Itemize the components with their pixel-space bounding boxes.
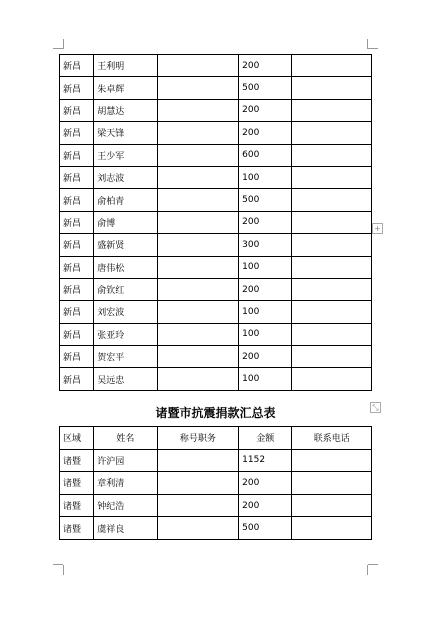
- table-cell[interactable]: [292, 517, 372, 540]
- resize-handle-icon[interactable]: ⤡: [370, 402, 381, 413]
- table-cell[interactable]: [292, 166, 372, 188]
- table-cell[interactable]: [157, 323, 239, 345]
- column-header[interactable]: 金额: [239, 427, 292, 450]
- table-cell[interactable]: [292, 346, 372, 368]
- table-cell[interactable]: 200: [239, 122, 292, 144]
- table-cell[interactable]: [292, 494, 372, 517]
- donation-table-zhuji: [59, 426, 372, 540]
- table-cell[interactable]: [157, 166, 239, 188]
- table-cell[interactable]: [157, 301, 239, 323]
- table-cell[interactable]: 俞博: [94, 211, 157, 233]
- table-cell[interactable]: 诸暨: [60, 472, 94, 495]
- table-cell[interactable]: 胡慧达: [94, 99, 157, 121]
- table-cell[interactable]: 100: [239, 323, 292, 345]
- table-row: [60, 256, 372, 278]
- crop-mark-top-left: [53, 48, 63, 49]
- table-cell[interactable]: [292, 234, 372, 256]
- table-cell[interactable]: 吴远忠: [94, 368, 157, 390]
- column-header[interactable]: 姓名: [94, 427, 157, 450]
- table-cell[interactable]: 100: [239, 166, 292, 188]
- table-row: [60, 517, 372, 540]
- table-cell[interactable]: 许沪园: [94, 449, 157, 472]
- table-cell[interactable]: 100: [239, 301, 292, 323]
- table-cell[interactable]: 新昌: [60, 256, 94, 278]
- table-cell[interactable]: 500: [239, 77, 292, 99]
- table-cell[interactable]: [157, 472, 239, 495]
- table-cell[interactable]: 梁天锋: [94, 122, 157, 144]
- table-cell[interactable]: 王利明: [94, 55, 157, 77]
- table-row: [60, 122, 372, 144]
- table-cell[interactable]: 张亚玲: [94, 323, 157, 345]
- table-cell[interactable]: 200: [239, 472, 292, 495]
- table-cell[interactable]: [157, 211, 239, 233]
- table-cell[interactable]: [292, 323, 372, 345]
- table-row: [60, 234, 372, 256]
- table-row: [60, 77, 372, 99]
- table-cell[interactable]: 500: [239, 189, 292, 211]
- crop-mark-top-right: [368, 48, 378, 49]
- table-cell[interactable]: 600: [239, 144, 292, 166]
- table-cell[interactable]: 诸暨: [60, 494, 94, 517]
- header-row: [60, 427, 372, 450]
- table-cell[interactable]: [292, 449, 372, 472]
- table-cell[interactable]: 新昌: [60, 189, 94, 211]
- table-cell[interactable]: 200: [239, 346, 292, 368]
- plus-icon[interactable]: +: [372, 223, 383, 234]
- table-row: [60, 323, 372, 345]
- table-cell[interactable]: [157, 234, 239, 256]
- table-row: [60, 211, 372, 233]
- table-row: [60, 472, 372, 495]
- table-cell[interactable]: [157, 55, 239, 77]
- table-cell[interactable]: 新昌: [60, 368, 94, 390]
- table-cell[interactable]: 200: [239, 99, 292, 121]
- table-row: [60, 189, 372, 211]
- table-row: [60, 278, 372, 300]
- summary-title: 诸暨市抗震捐款汇总表: [155, 406, 276, 420]
- table-row: [60, 166, 372, 188]
- table-cell[interactable]: 朱卓辉: [94, 77, 157, 99]
- column-header[interactable]: 称号职务: [157, 427, 239, 450]
- table-cell[interactable]: 唐伟松: [94, 256, 157, 278]
- table-cell[interactable]: 俞钦红: [94, 278, 157, 300]
- table-cell[interactable]: 刘宏波: [94, 301, 157, 323]
- table-cell[interactable]: 贺宏平: [94, 346, 157, 368]
- table-cell[interactable]: [292, 144, 372, 166]
- table-cell[interactable]: 新昌: [60, 77, 94, 99]
- table-cell[interactable]: [157, 189, 239, 211]
- table-cell[interactable]: [292, 278, 372, 300]
- table-cell[interactable]: 新昌: [60, 55, 94, 77]
- table-cell[interactable]: 虞祥良: [94, 517, 157, 540]
- table-cell[interactable]: [157, 278, 239, 300]
- table-cell[interactable]: 盛新贤: [94, 234, 157, 256]
- table-cell[interactable]: [292, 472, 372, 495]
- table-cell[interactable]: [157, 122, 239, 144]
- table-cell[interactable]: 诸暨: [60, 517, 94, 540]
- table-cell[interactable]: 200: [239, 55, 292, 77]
- table-cell[interactable]: 200: [239, 494, 292, 517]
- table-cell[interactable]: 新昌: [60, 346, 94, 368]
- table-row: [60, 449, 372, 472]
- table-cell[interactable]: 俞柏青: [94, 189, 157, 211]
- table-cell[interactable]: [292, 301, 372, 323]
- table-cell[interactable]: 新昌: [60, 278, 94, 300]
- table-cell[interactable]: [292, 211, 372, 233]
- table-cell[interactable]: [157, 346, 239, 368]
- table-cell[interactable]: [157, 77, 239, 99]
- table-cell[interactable]: 新昌: [60, 122, 94, 144]
- table-cell[interactable]: 新昌: [60, 323, 94, 345]
- table-cell[interactable]: 新昌: [60, 144, 94, 166]
- table-cell[interactable]: [292, 122, 372, 144]
- table-cell[interactable]: 200: [239, 211, 292, 233]
- table-cell[interactable]: 王少军: [94, 144, 157, 166]
- table-cell[interactable]: 100: [239, 256, 292, 278]
- table-cell[interactable]: [292, 99, 372, 121]
- donation-table-xinchang: [59, 54, 372, 391]
- table-row: [60, 494, 372, 517]
- table-cell[interactable]: 新昌: [60, 234, 94, 256]
- table-cell[interactable]: [292, 189, 372, 211]
- table-cell[interactable]: [157, 449, 239, 472]
- table-row: [60, 301, 372, 323]
- table-row: [60, 99, 372, 121]
- table-cell[interactable]: [157, 144, 239, 166]
- column-header[interactable]: 区域: [60, 427, 94, 450]
- table-row: [60, 346, 372, 368]
- crop-mark-top-right-v: [367, 39, 368, 49]
- crop-mark-top-left-v: [63, 39, 64, 49]
- table-cell[interactable]: [292, 55, 372, 77]
- table-cell[interactable]: 新昌: [60, 99, 94, 121]
- table-row: [60, 368, 372, 390]
- crop-mark-bottom-left-v: [63, 565, 64, 575]
- table-cell[interactable]: 1152: [239, 449, 292, 472]
- table-cell[interactable]: 100: [239, 368, 292, 390]
- table-cell[interactable]: 300: [239, 234, 292, 256]
- table-cell[interactable]: 诸暨: [60, 449, 94, 472]
- crop-mark-bottom-right-v: [367, 565, 368, 575]
- crop-mark-bottom-right: [368, 564, 378, 565]
- table-cell[interactable]: 新昌: [60, 301, 94, 323]
- table-cell[interactable]: 500: [239, 517, 292, 540]
- table-cell[interactable]: 钟纪浩: [94, 494, 157, 517]
- table-cell[interactable]: 章利清: [94, 472, 157, 495]
- table-cell[interactable]: [292, 256, 372, 278]
- table-cell[interactable]: 刘志波: [94, 166, 157, 188]
- table-cell[interactable]: 新昌: [60, 166, 94, 188]
- table-cell[interactable]: [157, 256, 239, 278]
- table-cell[interactable]: 200: [239, 278, 292, 300]
- table-cell[interactable]: [157, 368, 239, 390]
- column-header[interactable]: 联系电话: [292, 427, 372, 450]
- table-cell[interactable]: [292, 368, 372, 390]
- table-row: [60, 55, 372, 77]
- crop-mark-bottom-left: [53, 564, 63, 565]
- table-cell[interactable]: [157, 517, 239, 540]
- table-cell[interactable]: [292, 77, 372, 99]
- table-cell[interactable]: [157, 99, 239, 121]
- table-row: [60, 144, 372, 166]
- table-cell[interactable]: [157, 494, 239, 517]
- table-cell[interactable]: 新昌: [60, 211, 94, 233]
